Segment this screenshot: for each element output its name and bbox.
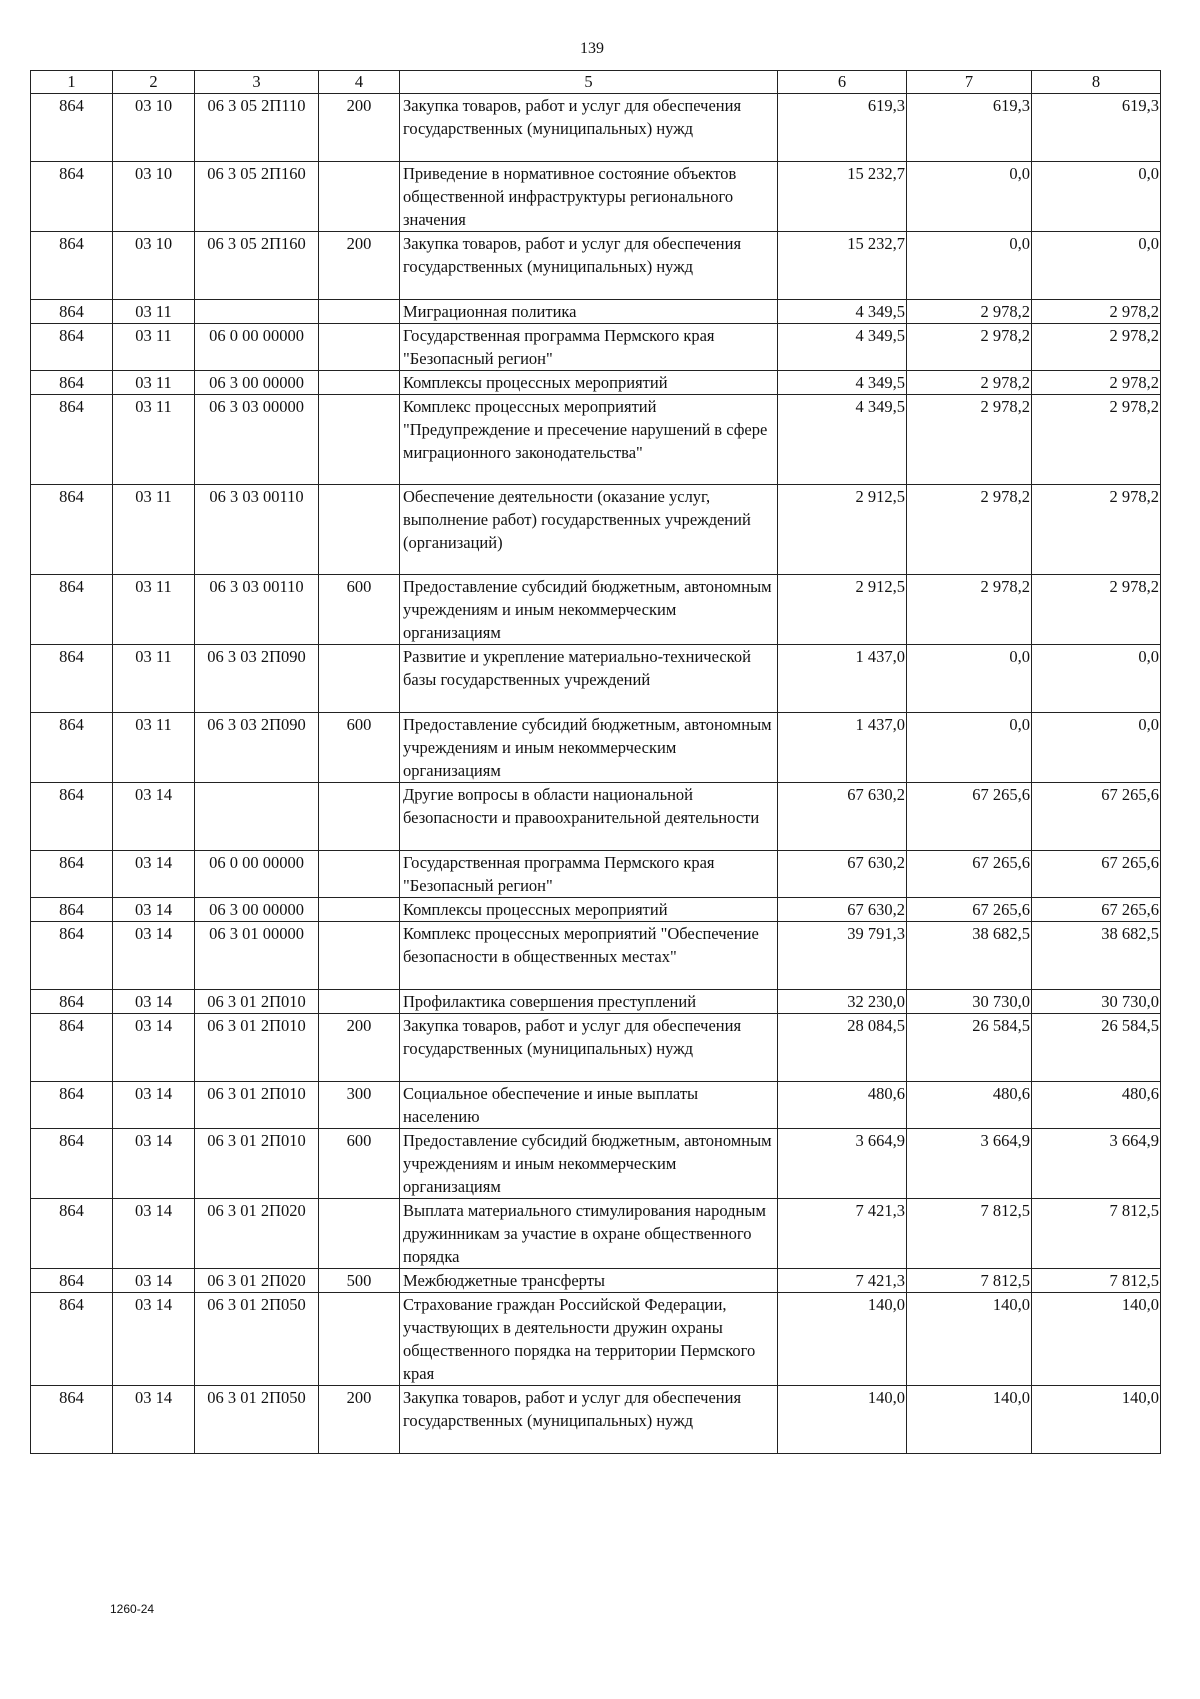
target-article-cell: 06 0 00 00000: [195, 851, 319, 898]
amount-year3-cell: 140,0: [1032, 1386, 1161, 1454]
expense-type-cell: 200: [319, 1014, 400, 1082]
expense-type-cell: [319, 645, 400, 713]
column-header: 4: [319, 71, 400, 94]
amount-year3-cell: 0,0: [1032, 232, 1161, 300]
admin-code-cell: 864: [31, 990, 113, 1014]
expense-type-cell: 600: [319, 575, 400, 645]
expense-type-cell: 300: [319, 1082, 400, 1129]
admin-code-cell: 864: [31, 300, 113, 324]
section-code-cell: 03 14: [113, 922, 195, 990]
column-header: 3: [195, 71, 319, 94]
target-article-cell: 06 3 01 2П020: [195, 1199, 319, 1269]
amount-year1-cell: 4 349,5: [778, 324, 907, 371]
description-cell: Страхование граждан Российской Федерации, участвующих в деятельности дружин охраны общественного порядка на территории Пермского края: [400, 1293, 778, 1386]
amount-year1-cell: 140,0: [778, 1386, 907, 1454]
amount-year3-cell: 7 812,5: [1032, 1199, 1161, 1269]
section-code-cell: 03 11: [113, 713, 195, 783]
amount-year1-cell: 480,6: [778, 1082, 907, 1129]
amount-year1-cell: 15 232,7: [778, 232, 907, 300]
section-code-cell: 03 11: [113, 395, 195, 485]
section-code-cell: 03 11: [113, 324, 195, 371]
description-cell: Комплекс процессных мероприятий "Обеспечение безопасности в общественных местах": [400, 922, 778, 990]
table-row: [31, 1293, 1161, 1386]
admin-code-cell: 864: [31, 713, 113, 783]
amount-year1-cell: 2 912,5: [778, 485, 907, 575]
table-row: [31, 1129, 1161, 1199]
amount-year2-cell: 619,3: [907, 94, 1032, 162]
expense-type-cell: 200: [319, 1386, 400, 1454]
section-code-cell: 03 14: [113, 851, 195, 898]
footer-code: 1260-24: [110, 1602, 155, 1616]
table-row: [31, 371, 1161, 395]
amount-year1-cell: 67 630,2: [778, 851, 907, 898]
amount-year3-cell: 2 978,2: [1032, 300, 1161, 324]
description-cell: Закупка товаров, работ и услуг для обеспечения государственных (муниципальных) нужд: [400, 94, 778, 162]
page-number: 139: [580, 40, 604, 57]
section-code-cell: 03 14: [113, 783, 195, 851]
section-code-cell: 03 11: [113, 371, 195, 395]
admin-code-cell: 864: [31, 1014, 113, 1082]
target-article-cell: [195, 300, 319, 324]
amount-year2-cell: 7 812,5: [907, 1269, 1032, 1293]
target-article-cell: 06 3 03 00110: [195, 485, 319, 575]
amount-year1-cell: 7 421,3: [778, 1269, 907, 1293]
expense-type-cell: 200: [319, 94, 400, 162]
description-cell: Выплата материального стимулирования народным дружинникам за участие в охране общественного порядка: [400, 1199, 778, 1269]
target-article-cell: 06 3 01 2П050: [195, 1386, 319, 1454]
amount-year2-cell: 0,0: [907, 162, 1032, 232]
target-article-cell: 06 3 03 2П090: [195, 645, 319, 713]
expense-type-cell: 600: [319, 713, 400, 783]
description-cell: Закупка товаров, работ и услуг для обеспечения государственных (муниципальных) нужд: [400, 1014, 778, 1082]
amount-year2-cell: 2 978,2: [907, 371, 1032, 395]
amount-year2-cell: 67 265,6: [907, 783, 1032, 851]
admin-code-cell: 864: [31, 232, 113, 300]
section-code-cell: 03 10: [113, 94, 195, 162]
table-row: [31, 851, 1161, 898]
amount-year2-cell: 140,0: [907, 1293, 1032, 1386]
description-cell: Комплексы процессных мероприятий: [400, 371, 778, 395]
amount-year3-cell: 140,0: [1032, 1293, 1161, 1386]
target-article-cell: 06 3 05 2П110: [195, 94, 319, 162]
table-row: [31, 1199, 1161, 1269]
budget-table: [30, 70, 1161, 1454]
expense-type-cell: [319, 1293, 400, 1386]
admin-code-cell: 864: [31, 395, 113, 485]
admin-code-cell: 864: [31, 1129, 113, 1199]
description-cell: Предоставление субсидий бюджетным, автономным учреждениям и иным некоммерческим организациям: [400, 713, 778, 783]
column-header: 1: [31, 71, 113, 94]
amount-year3-cell: 0,0: [1032, 713, 1161, 783]
amount-year2-cell: 2 978,2: [907, 575, 1032, 645]
description-cell: Профилактика совершения преступлений: [400, 990, 778, 1014]
amount-year2-cell: 480,6: [907, 1082, 1032, 1129]
amount-year2-cell: 38 682,5: [907, 922, 1032, 990]
section-code-cell: 03 10: [113, 232, 195, 300]
admin-code-cell: 864: [31, 324, 113, 371]
table-row: [31, 990, 1161, 1014]
expense-type-cell: [319, 324, 400, 371]
admin-code-cell: 864: [31, 162, 113, 232]
column-header: 5: [400, 71, 778, 94]
target-article-cell: 06 3 03 2П090: [195, 713, 319, 783]
expense-type-cell: [319, 371, 400, 395]
admin-code-cell: 864: [31, 575, 113, 645]
description-cell: Межбюджетные трансферты: [400, 1269, 778, 1293]
amount-year3-cell: 7 812,5: [1032, 1269, 1161, 1293]
table-row: [31, 575, 1161, 645]
amount-year2-cell: 67 265,6: [907, 898, 1032, 922]
admin-code-cell: 864: [31, 94, 113, 162]
table-row: [31, 713, 1161, 783]
expense-type-cell: [319, 162, 400, 232]
amount-year3-cell: 30 730,0: [1032, 990, 1161, 1014]
amount-year3-cell: 3 664,9: [1032, 1129, 1161, 1199]
amount-year3-cell: 480,6: [1032, 1082, 1161, 1129]
target-article-cell: 06 3 03 00000: [195, 395, 319, 485]
target-article-cell: 06 3 05 2П160: [195, 232, 319, 300]
section-code-cell: 03 14: [113, 1129, 195, 1199]
amount-year2-cell: 67 265,6: [907, 851, 1032, 898]
target-article-cell: 06 3 01 2П010: [195, 990, 319, 1014]
expense-type-cell: 600: [319, 1129, 400, 1199]
table-row: [31, 898, 1161, 922]
admin-code-cell: 864: [31, 1199, 113, 1269]
amount-year1-cell: 67 630,2: [778, 783, 907, 851]
table-row: [31, 1082, 1161, 1129]
amount-year1-cell: 3 664,9: [778, 1129, 907, 1199]
description-cell: Социальное обеспечение и иные выплаты населению: [400, 1082, 778, 1129]
table-row: [31, 232, 1161, 300]
amount-year2-cell: 0,0: [907, 645, 1032, 713]
table-row: [31, 783, 1161, 851]
section-code-cell: 03 14: [113, 898, 195, 922]
description-cell: Обеспечение деятельности (оказание услуг, выполнение работ) государственных учреждений (организаций): [400, 485, 778, 575]
admin-code-cell: 864: [31, 1293, 113, 1386]
target-article-cell: 06 3 01 2П010: [195, 1014, 319, 1082]
description-cell: Развитие и укрепление материально-технической базы государственных учреждений: [400, 645, 778, 713]
expense-type-cell: [319, 300, 400, 324]
table-row: [31, 645, 1161, 713]
expense-type-cell: [319, 485, 400, 575]
amount-year3-cell: 38 682,5: [1032, 922, 1161, 990]
column-header: 6: [778, 71, 907, 94]
description-cell: Государственная программа Пермского края "Безопасный регион": [400, 324, 778, 371]
expense-type-cell: 200: [319, 232, 400, 300]
amount-year2-cell: 26 584,5: [907, 1014, 1032, 1082]
section-code-cell: 03 14: [113, 990, 195, 1014]
column-header: 7: [907, 71, 1032, 94]
admin-code-cell: 864: [31, 1082, 113, 1129]
description-cell: Миграционная политика: [400, 300, 778, 324]
amount-year1-cell: 39 791,3: [778, 922, 907, 990]
amount-year1-cell: 28 084,5: [778, 1014, 907, 1082]
amount-year1-cell: 67 630,2: [778, 898, 907, 922]
amount-year3-cell: 67 265,6: [1032, 851, 1161, 898]
amount-year1-cell: 2 912,5: [778, 575, 907, 645]
target-article-cell: 06 3 03 00110: [195, 575, 319, 645]
amount-year3-cell: 0,0: [1032, 645, 1161, 713]
target-article-cell: 06 3 00 00000: [195, 371, 319, 395]
amount-year2-cell: 30 730,0: [907, 990, 1032, 1014]
admin-code-cell: 864: [31, 371, 113, 395]
section-code-cell: 03 14: [113, 1014, 195, 1082]
description-cell: Предоставление субсидий бюджетным, автономным учреждениям и иным некоммерческим организациям: [400, 575, 778, 645]
section-code-cell: 03 14: [113, 1386, 195, 1454]
section-code-cell: 03 11: [113, 645, 195, 713]
amount-year3-cell: 2 978,2: [1032, 575, 1161, 645]
amount-year3-cell: 0,0: [1032, 162, 1161, 232]
amount-year1-cell: 1 437,0: [778, 645, 907, 713]
description-cell: Закупка товаров, работ и услуг для обеспечения государственных (муниципальных) нужд: [400, 232, 778, 300]
table-row: [31, 1014, 1161, 1082]
section-code-cell: 03 11: [113, 485, 195, 575]
amount-year2-cell: 7 812,5: [907, 1199, 1032, 1269]
amount-year1-cell: 619,3: [778, 94, 907, 162]
admin-code-cell: 864: [31, 922, 113, 990]
amount-year3-cell: 67 265,6: [1032, 898, 1161, 922]
amount-year3-cell: 26 584,5: [1032, 1014, 1161, 1082]
target-article-cell: 06 3 01 2П010: [195, 1082, 319, 1129]
description-cell: Предоставление субсидий бюджетным, автономным учреждениям и иным некоммерческим организациям: [400, 1129, 778, 1199]
section-code-cell: 03 11: [113, 300, 195, 324]
table-row: [31, 922, 1161, 990]
table-row: [31, 94, 1161, 162]
section-code-cell: 03 14: [113, 1199, 195, 1269]
amount-year1-cell: 15 232,7: [778, 162, 907, 232]
description-cell: Комплекс процессных мероприятий "Предупреждение и пресечение нарушений в сфере миграционного законодательства": [400, 395, 778, 485]
table-row: [31, 485, 1161, 575]
table-body: [31, 94, 1161, 1454]
description-cell: Закупка товаров, работ и услуг для обеспечения государственных (муниципальных) нужд: [400, 1386, 778, 1454]
expense-type-cell: [319, 783, 400, 851]
target-article-cell: 06 3 01 2П050: [195, 1293, 319, 1386]
amount-year1-cell: 4 349,5: [778, 395, 907, 485]
section-code-cell: 03 10: [113, 162, 195, 232]
table-row: [31, 324, 1161, 371]
table-row: [31, 1269, 1161, 1293]
amount-year3-cell: 2 978,2: [1032, 371, 1161, 395]
amount-year3-cell: 2 978,2: [1032, 324, 1161, 371]
admin-code-cell: 864: [31, 1386, 113, 1454]
amount-year2-cell: 2 978,2: [907, 395, 1032, 485]
amount-year1-cell: 4 349,5: [778, 300, 907, 324]
amount-year2-cell: 0,0: [907, 232, 1032, 300]
section-code-cell: 03 14: [113, 1293, 195, 1386]
expense-type-cell: [319, 1199, 400, 1269]
table-row: [31, 300, 1161, 324]
expense-type-cell: 500: [319, 1269, 400, 1293]
section-code-cell: 03 11: [113, 575, 195, 645]
expense-type-cell: [319, 395, 400, 485]
amount-year2-cell: 2 978,2: [907, 485, 1032, 575]
target-article-cell: [195, 783, 319, 851]
expense-type-cell: [319, 990, 400, 1014]
section-code-cell: 03 14: [113, 1082, 195, 1129]
target-article-cell: 06 3 00 00000: [195, 898, 319, 922]
admin-code-cell: 864: [31, 783, 113, 851]
amount-year3-cell: 67 265,6: [1032, 783, 1161, 851]
description-cell: Комплексы процессных мероприятий: [400, 898, 778, 922]
amount-year1-cell: 1 437,0: [778, 713, 907, 783]
table-row: [31, 395, 1161, 485]
amount-year1-cell: 7 421,3: [778, 1199, 907, 1269]
target-article-cell: 06 3 01 2П010: [195, 1129, 319, 1199]
expense-type-cell: [319, 898, 400, 922]
description-cell: Другие вопросы в области национальной безопасности и правоохранительной деятельности: [400, 783, 778, 851]
amount-year2-cell: 2 978,2: [907, 300, 1032, 324]
admin-code-cell: 864: [31, 898, 113, 922]
expense-type-cell: [319, 851, 400, 898]
amount-year1-cell: 32 230,0: [778, 990, 907, 1014]
target-article-cell: 06 3 01 00000: [195, 922, 319, 990]
column-header: 8: [1032, 71, 1161, 94]
admin-code-cell: 864: [31, 645, 113, 713]
description-cell: Государственная программа Пермского края "Безопасный регион": [400, 851, 778, 898]
amount-year2-cell: 2 978,2: [907, 324, 1032, 371]
column-header: 2: [113, 71, 195, 94]
amount-year1-cell: 140,0: [778, 1293, 907, 1386]
admin-code-cell: 864: [31, 485, 113, 575]
section-code-cell: 03 14: [113, 1269, 195, 1293]
description-cell: Приведение в нормативное состояние объектов общественной инфраструктуры регионального значения: [400, 162, 778, 232]
header-row: [31, 71, 1161, 94]
target-article-cell: 06 3 05 2П160: [195, 162, 319, 232]
amount-year3-cell: 2 978,2: [1032, 395, 1161, 485]
amount-year2-cell: 0,0: [907, 713, 1032, 783]
target-article-cell: 06 3 01 2П020: [195, 1269, 319, 1293]
admin-code-cell: 864: [31, 1269, 113, 1293]
target-article-cell: 06 0 00 00000: [195, 324, 319, 371]
table-row: [31, 1386, 1161, 1454]
admin-code-cell: 864: [31, 851, 113, 898]
amount-year3-cell: 2 978,2: [1032, 485, 1161, 575]
table-row: [31, 162, 1161, 232]
amount-year3-cell: 619,3: [1032, 94, 1161, 162]
amount-year1-cell: 4 349,5: [778, 371, 907, 395]
expense-type-cell: [319, 922, 400, 990]
amount-year2-cell: 140,0: [907, 1386, 1032, 1454]
amount-year2-cell: 3 664,9: [907, 1129, 1032, 1199]
